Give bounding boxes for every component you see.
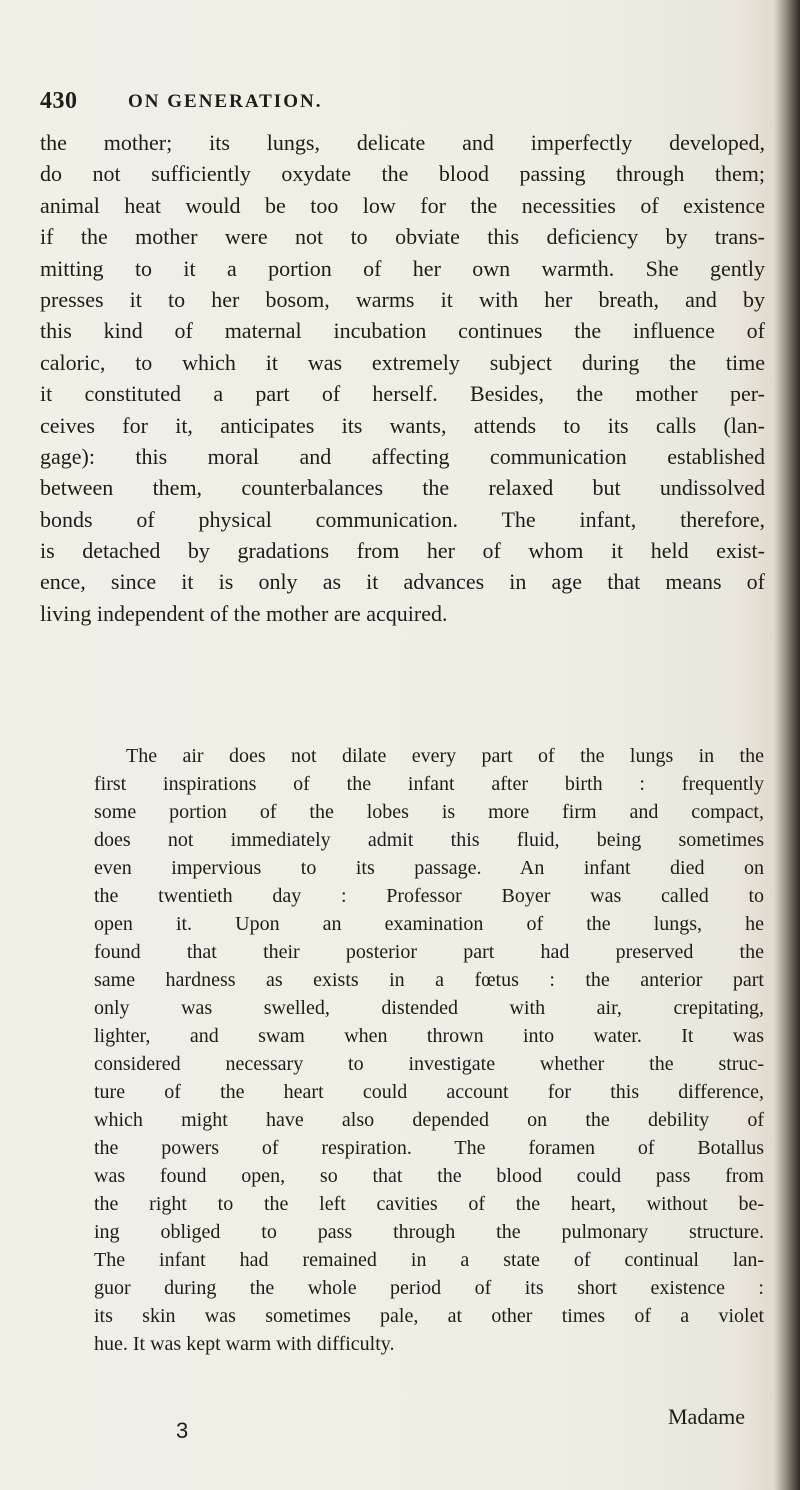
text-line: the powers of respiration. The foramen of Botallus: [94, 1137, 764, 1159]
text-line: gage): this moral and affecting communication established: [40, 443, 765, 469]
text-line: do not sufficiently oxydate the blood passing through them;: [40, 161, 765, 187]
text-line: the twentieth day : Professor Boyer was called to: [94, 885, 764, 907]
text-line: guor during the whole period of its short existence :: [94, 1277, 764, 1299]
text-line: if the mother were not to obviate this deficiency by trans-: [40, 224, 765, 250]
text-line: mitting to it a portion of her own warmth. She gently: [40, 255, 765, 281]
text-line: even impervious to its passage. An infant died on: [94, 857, 764, 879]
text-line: bonds of physical communication. The infant, therefore,: [40, 506, 765, 532]
text-line: animal heat would be too low for the necessities of existence: [40, 192, 765, 218]
text-line: some portion of the lobes is more firm and compact,: [94, 801, 764, 823]
text-line: it constituted a part of herself. Besides, the mother per-: [40, 381, 765, 407]
paragraph-2: [94, 742, 764, 1358]
text-line: the mother; its lungs, delicate and imperfectly developed,: [40, 130, 765, 155]
text-line: only was swelled, distended with air, crepitating,: [94, 997, 764, 1019]
text-line: hue. It was kept warm with difficulty.: [94, 1333, 395, 1355]
text-line: ence, since it is only as it advances in age that means of: [40, 569, 765, 595]
text-line: lighter, and swam when thrown into water. It was: [94, 1025, 764, 1047]
text-line: found that their posterior part had preserved the: [94, 941, 764, 963]
text-line: considered necessary to investigate whether the struc-: [94, 1053, 764, 1075]
text-line: presses it to her bosom, warms it with her breath, and by: [40, 286, 765, 312]
text-line: same hardness as exists in a fœtus : the anterior part: [94, 969, 764, 991]
text-line: does not immediately admit this fluid, being sometimes: [94, 829, 764, 851]
running-head: [40, 88, 740, 122]
text-line: was found open, so that the blood could pass from: [94, 1165, 764, 1187]
text-line: ceives for it, anticipates its wants, attends to its calls (lan-: [40, 412, 765, 438]
text-line: The air does not dilate every part of the lungs in the: [126, 745, 764, 767]
text-line: this kind of maternal incubation continues the influence of: [40, 318, 765, 344]
text-line: first inspirations of the infant after birth : frequently: [94, 773, 764, 795]
binding-shadow: [774, 0, 800, 1490]
signature-mark: 3: [176, 1418, 189, 1443]
text-line: between them, counterbalances the relaxed but undissolved: [40, 475, 765, 501]
text-line: is detached by gradations from her of whom it held exist-: [40, 538, 765, 564]
text-line: ture of the heart could account for this difference,: [94, 1081, 764, 1103]
text-line: the right to the left cavities of the heart, without be-: [94, 1193, 764, 1215]
text-line: The infant had remained in a state of continual lan-: [94, 1249, 764, 1271]
text-line: living independent of the mother are acquired.: [40, 600, 448, 626]
text-line: open it. Upon an examination of the lungs, he: [94, 913, 764, 935]
text-line: ing obliged to pass through the pulmonary structure.: [94, 1221, 764, 1243]
text-line: caloric, to which it was extremely subject during the time: [40, 349, 765, 375]
text-line: which might have also depended on the debility of: [94, 1109, 764, 1131]
text-line: its skin was sometimes pale, at other times of a violet: [94, 1305, 764, 1327]
running-title: ON GENERATION.: [128, 91, 323, 112]
page-number: 430: [40, 88, 78, 114]
catchword: Madame: [668, 1404, 745, 1429]
paragraph-1: [40, 127, 765, 629]
